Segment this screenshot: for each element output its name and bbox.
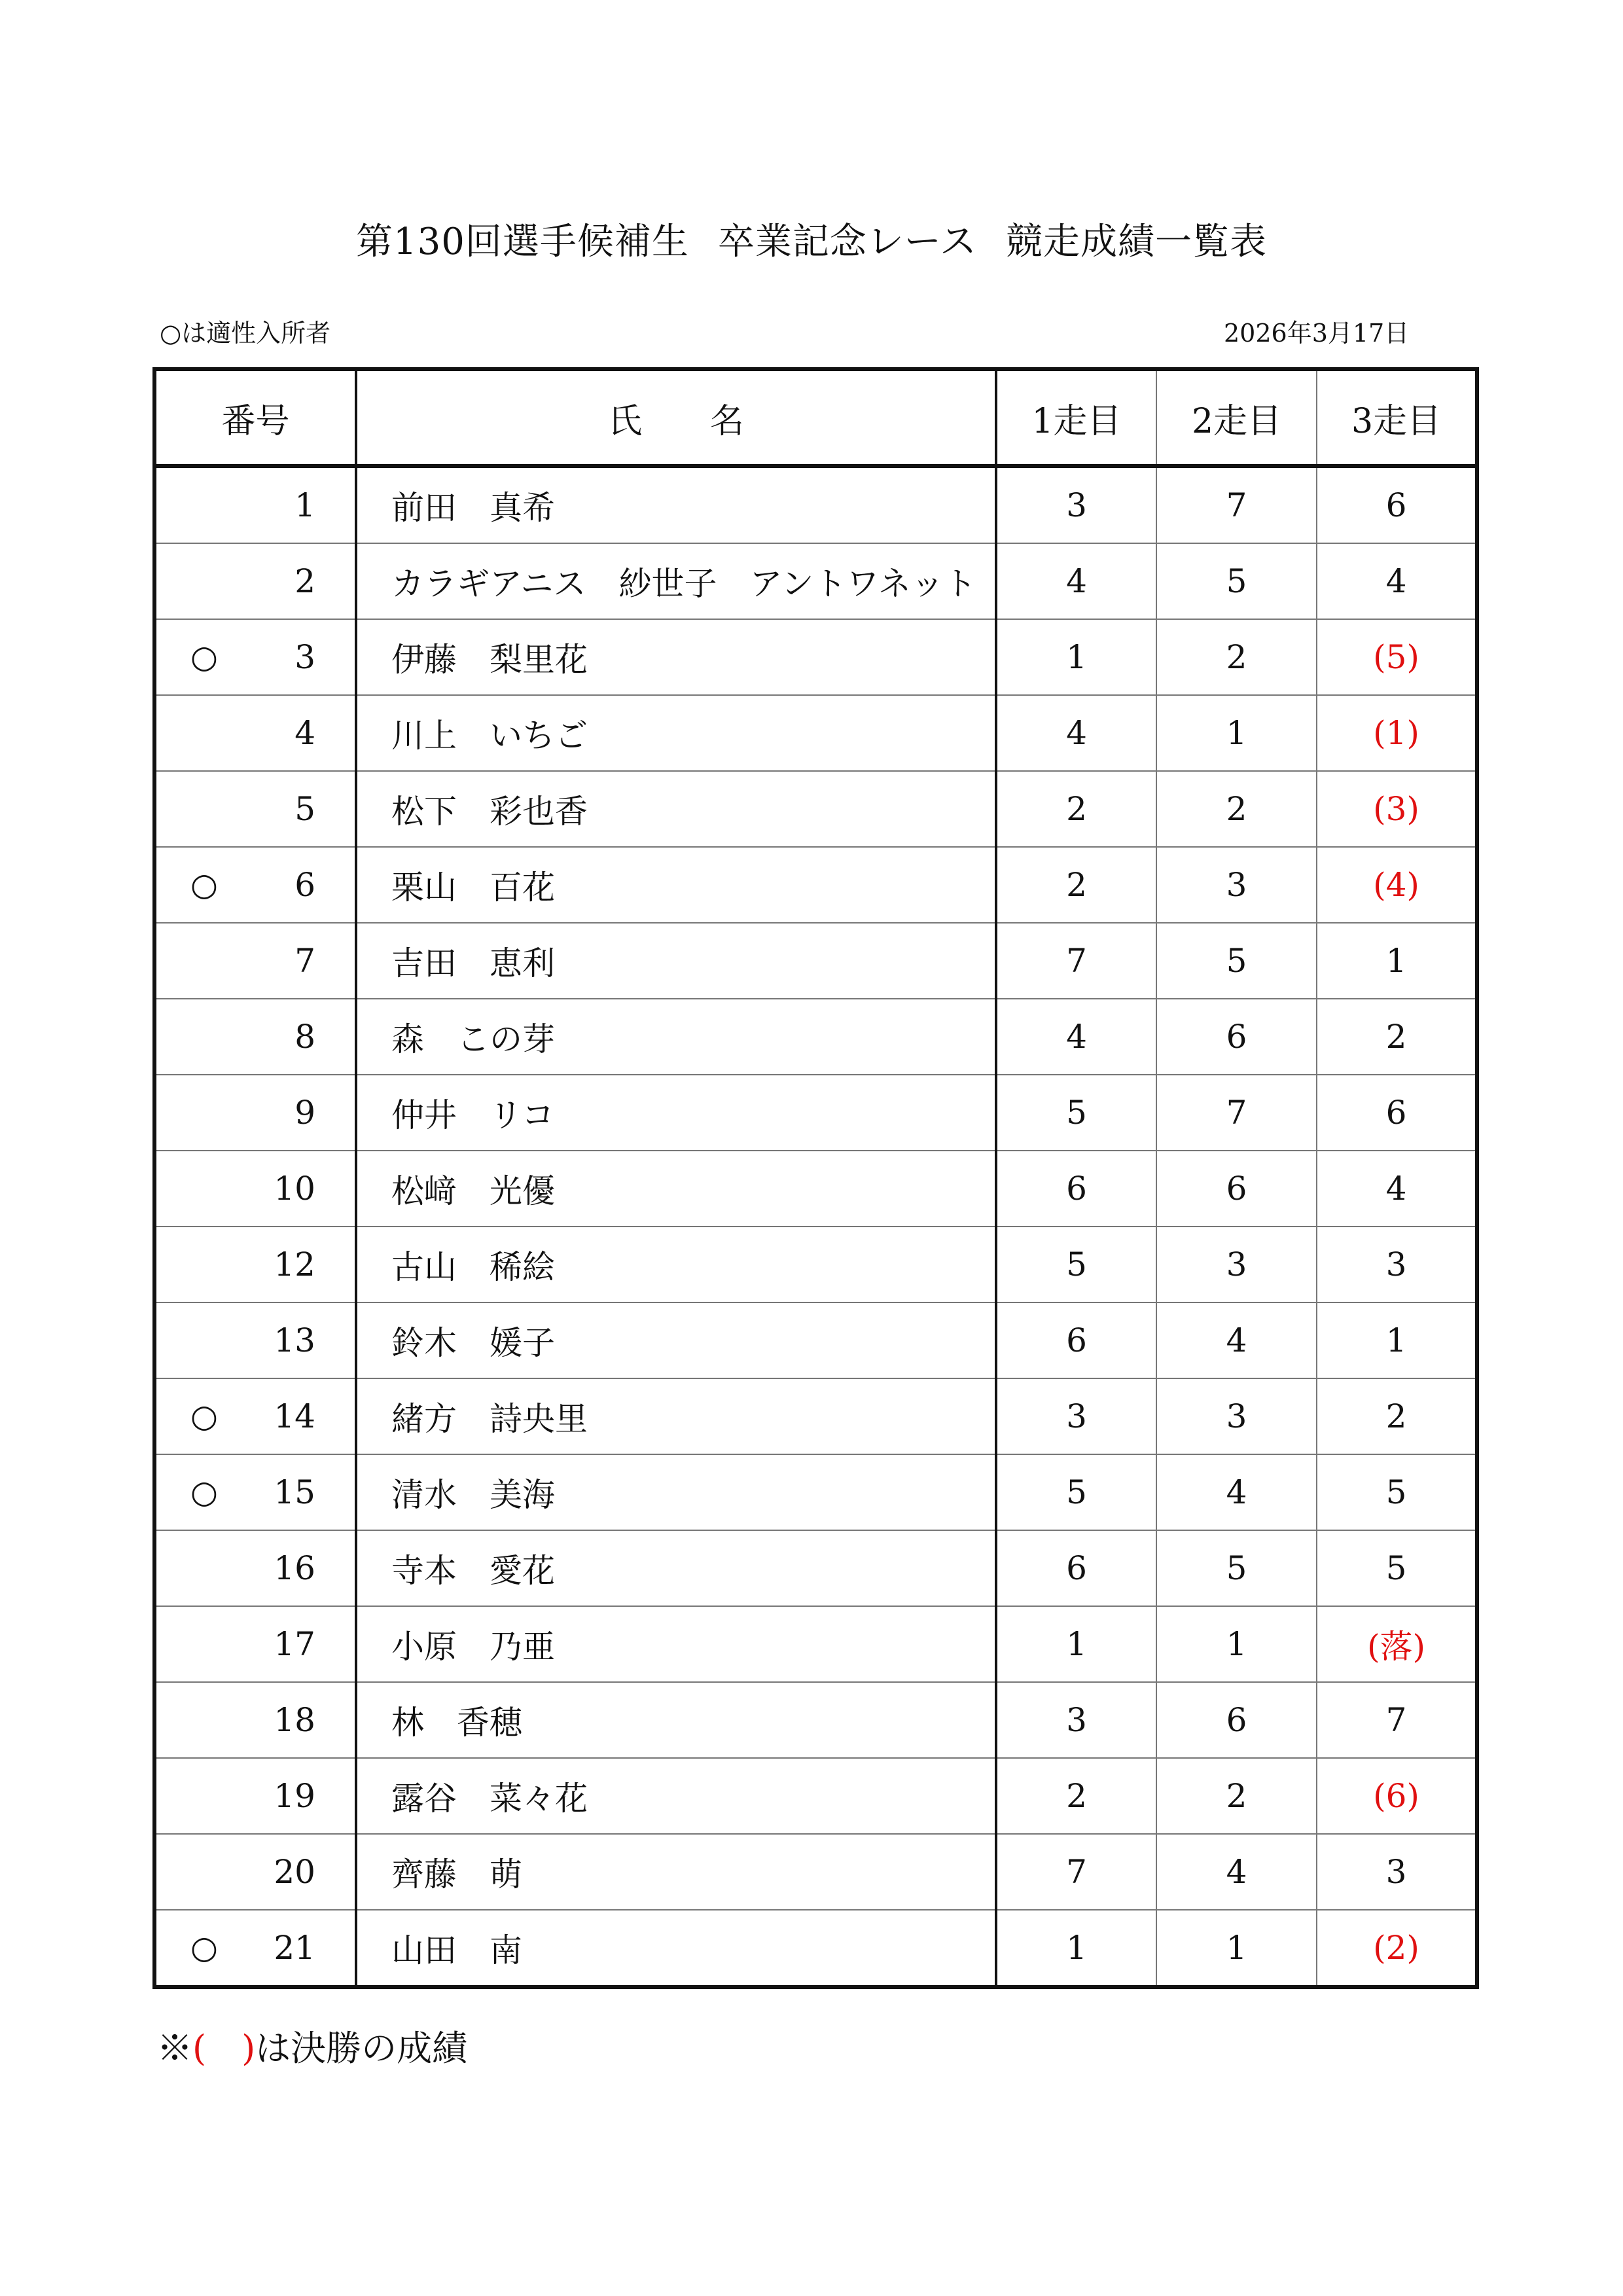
cell-name: 森 この芽 (356, 999, 996, 1075)
cell-race-1: 3 (996, 1378, 1156, 1454)
cell-race-2: 4 (1156, 1454, 1317, 1530)
cell-name: 林 香穂 (356, 1682, 996, 1758)
table-row (154, 466, 1477, 543)
cell-number (154, 619, 356, 695)
cell-number (154, 1302, 356, 1378)
cell-race-2: 1 (1156, 1910, 1317, 1987)
cell-race-3: 7 (1317, 1682, 1477, 1758)
cell-name: 鈴木 媛子 (356, 1302, 996, 1378)
table-row (154, 1302, 1477, 1378)
cell-name: 寺本 愛花 (356, 1530, 996, 1606)
cell-race-3: (5) (1317, 619, 1477, 695)
cell-race-1: 2 (996, 847, 1156, 923)
cell-name: 古山 稀絵 (356, 1227, 996, 1302)
racer-number: 3 (294, 638, 315, 676)
cell-name: 松﨑 光優 (356, 1151, 996, 1227)
table-row (154, 923, 1477, 999)
racer-number: 14 (274, 1397, 315, 1435)
cell-race-2: 3 (1156, 1227, 1317, 1302)
racer-number: 6 (294, 866, 315, 904)
cell-race-2: 5 (1156, 543, 1317, 619)
cell-name: 小原 乃亜 (356, 1606, 996, 1682)
racer-number: 5 (294, 790, 315, 828)
cell-name: 前田 真希 (356, 466, 996, 543)
cell-name: 伊藤 梨里花 (356, 619, 996, 695)
cell-race-2: 2 (1156, 619, 1317, 695)
title-part-3: 競走成績一覧表 (1006, 221, 1268, 263)
cell-race-1: 1 (996, 619, 1156, 695)
table-row (154, 1606, 1477, 1682)
cell-race-3: (落) (1317, 1606, 1477, 1682)
table-row (154, 1834, 1477, 1910)
cell-race-3: (4) (1317, 847, 1477, 923)
cell-race-1: 5 (996, 1075, 1156, 1151)
cell-race-3: (6) (1317, 1758, 1477, 1834)
table-row (154, 1075, 1477, 1151)
aptitude-mark: ○ (190, 1398, 218, 1435)
table-row (154, 1378, 1477, 1454)
results-body (154, 466, 1477, 1987)
cell-number (154, 1530, 356, 1606)
table-row (154, 1682, 1477, 1758)
cell-race-3: 6 (1317, 466, 1477, 543)
table-row (154, 695, 1477, 771)
racer-number: 16 (274, 1549, 315, 1587)
cell-race-2: 6 (1156, 999, 1317, 1075)
table-row (154, 771, 1477, 847)
cell-number (154, 1910, 356, 1987)
cell-name: 松下 彩也香 (356, 771, 996, 847)
cell-race-2: 5 (1156, 923, 1317, 999)
cell-number (154, 1075, 356, 1151)
page-title (0, 216, 1623, 268)
aptitude-mark: ○ (190, 639, 218, 675)
table-row (154, 1454, 1477, 1530)
cell-name: 吉田 恵利 (356, 923, 996, 999)
table-row (154, 1910, 1477, 1987)
legend-note: ○は適性入所者 (160, 319, 331, 348)
cell-race-3: 4 (1317, 1151, 1477, 1227)
header-race-3: 3走目 (1317, 369, 1477, 466)
title-part-1: 第130回選手候補生 (355, 221, 689, 263)
cell-race-1: 2 (996, 771, 1156, 847)
racer-number: 18 (274, 1701, 315, 1739)
footnote-prefix: ※ (157, 2028, 192, 2069)
cell-race-1: 6 (996, 1151, 1156, 1227)
footnote-paren: ( ) (192, 2028, 256, 2069)
cell-number (154, 466, 356, 543)
document-date: 2026年3月17日 (1224, 319, 1410, 348)
cell-race-1: 1 (996, 1606, 1156, 1682)
cell-race-3: 1 (1317, 923, 1477, 999)
cell-race-3: 1 (1317, 1302, 1477, 1378)
cell-number (154, 695, 356, 771)
aptitude-mark: ○ (190, 1474, 218, 1511)
table-header-row (154, 369, 1477, 466)
table-row (154, 1227, 1477, 1302)
cell-name: 山田 南 (356, 1910, 996, 1987)
cell-number (154, 1758, 356, 1834)
cell-race-1: 5 (996, 1454, 1156, 1530)
racer-number: 21 (274, 1929, 315, 1967)
cell-race-3: 4 (1317, 543, 1477, 619)
cell-race-3: 6 (1317, 1075, 1477, 1151)
cell-number (154, 1834, 356, 1910)
cell-race-3: 2 (1317, 1378, 1477, 1454)
cell-race-2: 3 (1156, 1378, 1317, 1454)
cell-race-2: 7 (1156, 1075, 1317, 1151)
cell-name: 清水 美海 (356, 1454, 996, 1530)
cell-race-1: 7 (996, 1834, 1156, 1910)
table-row (154, 543, 1477, 619)
aptitude-mark: ○ (190, 1929, 218, 1966)
racer-number: 13 (274, 1321, 315, 1359)
cell-race-2: 5 (1156, 1530, 1317, 1606)
results-table (152, 367, 1479, 1989)
racer-number: 17 (274, 1625, 315, 1663)
footnote (157, 2022, 467, 2075)
table-row (154, 619, 1477, 695)
cell-race-2: 1 (1156, 695, 1317, 771)
racer-number: 4 (294, 714, 315, 752)
cell-race-2: 1 (1156, 1606, 1317, 1682)
cell-name: 栗山 百花 (356, 847, 996, 923)
racer-number: 9 (294, 1094, 315, 1132)
cell-race-1: 1 (996, 1910, 1156, 1987)
cell-race-1: 4 (996, 695, 1156, 771)
table-row (154, 1151, 1477, 1227)
cell-race-3: 2 (1317, 999, 1477, 1075)
cell-race-3: 5 (1317, 1530, 1477, 1606)
table-row (154, 999, 1477, 1075)
cell-race-1: 6 (996, 1302, 1156, 1378)
cell-number (154, 847, 356, 923)
cell-name: 川上 いちご (356, 695, 996, 771)
cell-race-3: (2) (1317, 1910, 1477, 1987)
cell-race-2: 2 (1156, 1758, 1317, 1834)
cell-number (154, 1151, 356, 1227)
cell-race-2: 4 (1156, 1302, 1317, 1378)
cell-race-2: 2 (1156, 771, 1317, 847)
table-row (154, 847, 1477, 923)
header-race-1: 1走目 (996, 369, 1156, 466)
cell-race-1: 5 (996, 1227, 1156, 1302)
racer-number: 12 (274, 1246, 315, 1283)
cell-name: 齊藤 萌 (356, 1834, 996, 1910)
table-row (154, 1758, 1477, 1834)
table-row (154, 1530, 1477, 1606)
aptitude-mark: ○ (190, 867, 218, 903)
cell-race-1: 3 (996, 466, 1156, 543)
cell-name: 露谷 菜々花 (356, 1758, 996, 1834)
cell-race-1: 6 (996, 1530, 1156, 1606)
cell-number (154, 1454, 356, 1530)
racer-number: 20 (274, 1853, 315, 1891)
cell-race-3: (1) (1317, 695, 1477, 771)
cell-number (154, 1606, 356, 1682)
cell-number (154, 1378, 356, 1454)
cell-name: 仲井 リコ (356, 1075, 996, 1151)
cell-race-1: 4 (996, 999, 1156, 1075)
cell-name: 緒方 詩央里 (356, 1378, 996, 1454)
cell-race-2: 3 (1156, 847, 1317, 923)
cell-number (154, 1227, 356, 1302)
cell-number (154, 543, 356, 619)
cell-race-3: (3) (1317, 771, 1477, 847)
cell-race-3: 3 (1317, 1227, 1477, 1302)
header-name: 氏 名 (356, 369, 996, 466)
cell-race-2: 7 (1156, 466, 1317, 543)
header-number: 番号 (154, 369, 356, 466)
racer-number: 10 (274, 1170, 315, 1208)
cell-race-3: 3 (1317, 1834, 1477, 1910)
racer-number: 19 (274, 1777, 315, 1815)
cell-race-2: 6 (1156, 1682, 1317, 1758)
cell-race-1: 4 (996, 543, 1156, 619)
cell-race-2: 6 (1156, 1151, 1317, 1227)
racer-number: 7 (294, 942, 315, 980)
footnote-text: は決勝の成績 (255, 2028, 468, 2069)
cell-number (154, 771, 356, 847)
racer-number: 2 (294, 562, 315, 600)
cell-race-2: 4 (1156, 1834, 1317, 1910)
cell-number (154, 923, 356, 999)
racer-number: 15 (274, 1473, 315, 1511)
header-race-2: 2走目 (1156, 369, 1317, 466)
cell-race-1: 2 (996, 1758, 1156, 1834)
cell-race-3: 5 (1317, 1454, 1477, 1530)
title-part-2: 卒業記念レース (717, 221, 978, 263)
cell-number (154, 1682, 356, 1758)
cell-name: カラギアニス 紗世子 アントワネット (356, 543, 996, 619)
cell-race-1: 7 (996, 923, 1156, 999)
racer-number: 1 (294, 486, 315, 524)
cell-race-1: 3 (996, 1682, 1156, 1758)
racer-number: 8 (294, 1018, 315, 1056)
cell-number (154, 999, 356, 1075)
